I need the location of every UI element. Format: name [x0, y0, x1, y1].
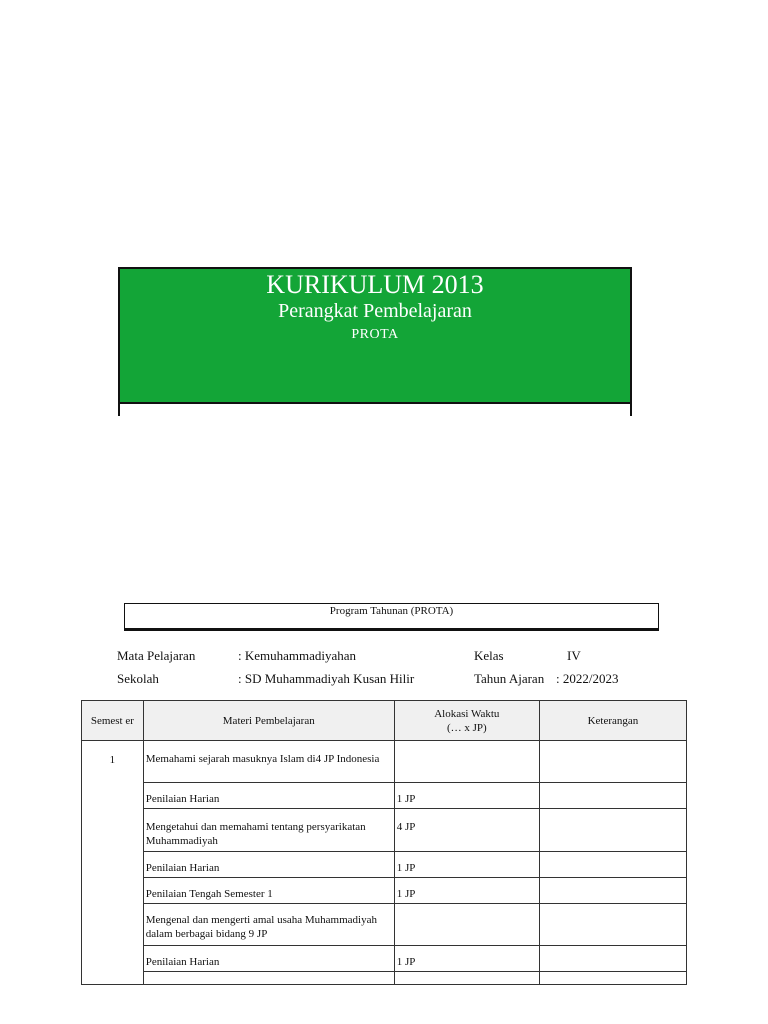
cover-title: KURIKULUM 2013: [266, 270, 484, 299]
sekolah-value: : SD Muhammadiyah Kusan Hilir: [238, 671, 415, 686]
sekolah-label: Sekolah: [117, 671, 159, 686]
materi-cell: [143, 972, 394, 985]
cover-banner: [118, 267, 632, 417]
mapel-label: Mata Pelajaran: [117, 648, 196, 663]
alokasi-cell: 1 JP: [394, 783, 539, 809]
table-header-row: [82, 701, 687, 741]
document-title: Program Tahunan (PROTA): [124, 603, 659, 631]
keterangan-cell: [539, 741, 686, 783]
semester-cell: 1: [82, 741, 144, 985]
materi-cell: Penilaian Harian: [143, 783, 394, 809]
materi-cell: Penilaian Tengah Semester 1: [143, 878, 394, 904]
table-row: [82, 904, 687, 946]
keterangan-cell: [539, 809, 686, 852]
header-keterangan: Keterangan: [539, 701, 686, 741]
alokasi-cell: 1 JP: [394, 852, 539, 878]
header-alokasi: [394, 701, 539, 741]
tahun-label: Tahun Ajaran: [474, 671, 545, 686]
table-row: [82, 741, 687, 783]
table-row: [82, 878, 687, 904]
keterangan-cell: [539, 783, 686, 809]
cover-subtitle: Perangkat Pembelajaran: [278, 300, 472, 322]
cover-divider: [118, 402, 632, 404]
header-alokasi-line1: Alokasi Waktu: [434, 707, 500, 720]
header-semester: Semest er: [82, 701, 144, 741]
header-materi: Materi Pembelajaran: [143, 701, 394, 741]
mapel-value: : Kemuhammadiyahan: [238, 648, 357, 663]
table-row: [82, 946, 687, 972]
alokasi-cell: [394, 972, 539, 985]
table-row: [82, 809, 687, 852]
materi-cell: Mengenal dan mengerti amal usaha Muhammadiyah dalam berbagai bidang 9 JP: [143, 904, 394, 946]
materi-cell: Memahami sejarah masuknya Islam di4 JP Indonesia: [143, 741, 394, 783]
kelas-label: Kelas: [474, 648, 504, 663]
keterangan-cell: [539, 972, 686, 985]
alokasi-cell: [394, 904, 539, 946]
materi-cell: Penilaian Harian: [143, 852, 394, 878]
cover-label: PROTA: [351, 327, 399, 342]
alokasi-cell: 1 JP: [394, 878, 539, 904]
kelas-value: IV: [567, 648, 581, 663]
cover-frame-left: [118, 402, 120, 416]
materi-cell: Penilaian Harian: [143, 946, 394, 972]
alokasi-cell: 4 JP: [394, 809, 539, 852]
keterangan-cell: [539, 878, 686, 904]
materi-cell: Mengetahui dan memahami tentang persyarikatan Muhammadiyah: [143, 809, 394, 852]
cover-frame-right: [630, 402, 632, 416]
table-row: [82, 852, 687, 878]
keterangan-cell: [539, 904, 686, 946]
keterangan-cell: [539, 852, 686, 878]
table-row: [82, 783, 687, 809]
alokasi-cell: [394, 741, 539, 783]
alokasi-cell: 1 JP: [394, 946, 539, 972]
table-row: [82, 972, 687, 985]
tahun-value: : 2022/2023: [556, 671, 619, 686]
keterangan-cell: [539, 946, 686, 972]
header-alokasi-line2: (… x JP): [446, 721, 487, 734]
prota-table: [81, 700, 687, 985]
